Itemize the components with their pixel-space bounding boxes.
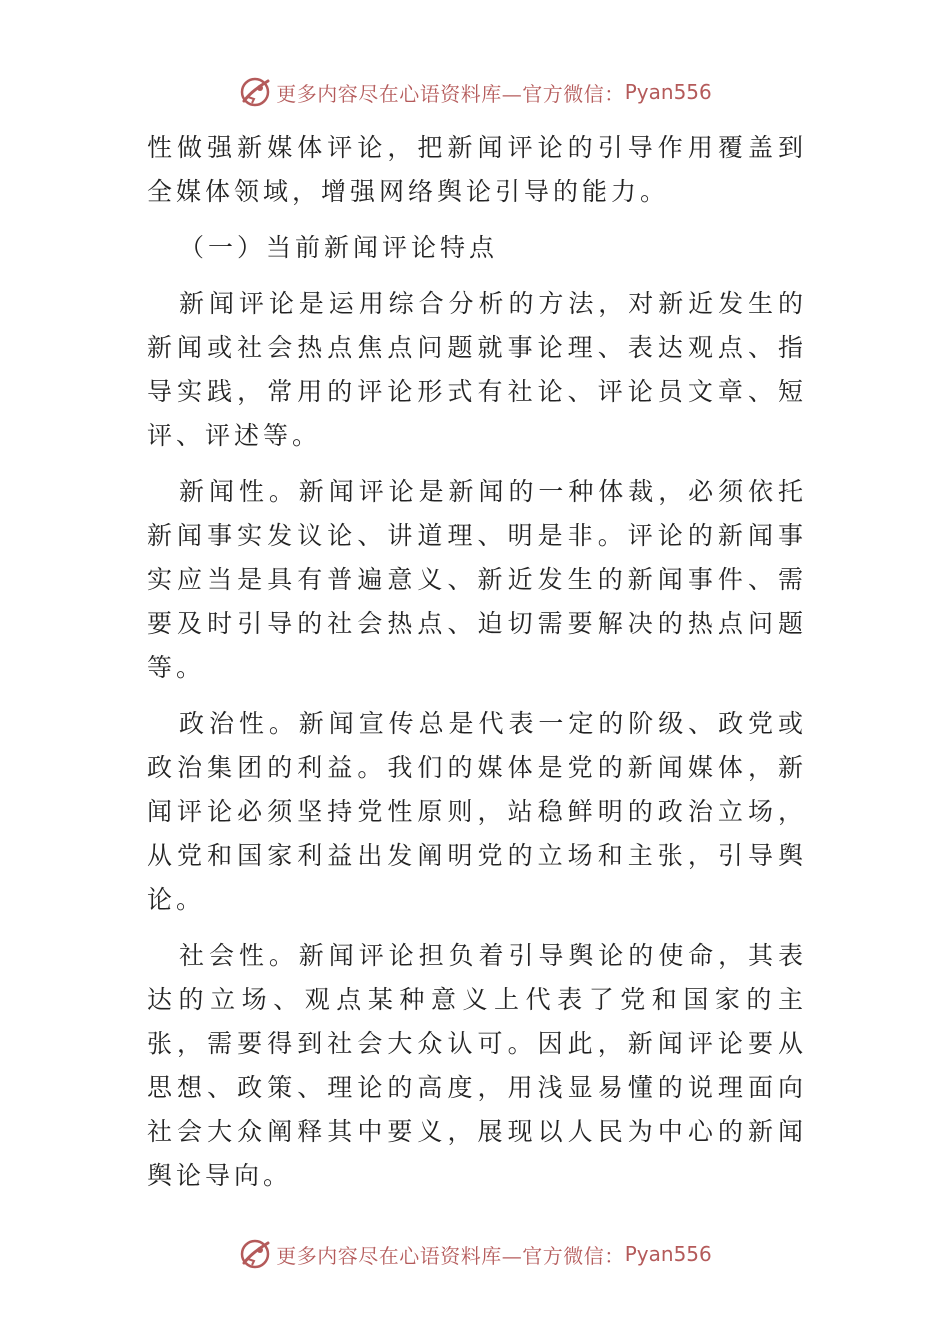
footer-banner: [0, 1234, 950, 1274]
paragraph-social-nature: 社会性。新闻评论担负着引导舆论的使命，其表达的立场、观点某种意义上代表了党和国家的主张，需要得到社会大众认可。因此，新闻评论要从思想、政策、理论的高度，用浅显易懂的说理面向社会大众阐释其中要义，展现以人民为中心的新闻舆论导向。: [147, 941, 807, 1190]
paragraph-continued: 性做强新媒体评论，把新闻评论的引导作用覆盖到全媒体领域，增强网络舆论引导的能力。: [147, 133, 807, 206]
banner-text: 更多内容尽在心语资料库—官方微信：: [276, 81, 625, 106]
paragraph-definition: 新闻评论是运用综合分析的方法，对新近发生的新闻或社会热点焦点问题就事论理、表达观点、指导实践，常用的评论形式有社论、评论员文章、短评、评述等。: [147, 289, 807, 450]
paragraph-political-nature: 政治性。新闻宣传总是代表一定的阶级、政党或政治集团的利益。我们的媒体是党的新闻媒体，新闻评论必须坚持党性原则，站稳鲜明的政治立场，从党和国家利益出发阐明党的立场和主张，引导舆论。: [147, 709, 807, 914]
paragraph-news-nature: 新闻性。新闻评论是新闻的一种体裁，必须依托新闻事实发议论、讲道理、明是非。评论的新闻事实应当是具有普遍意义、新近发生的新闻事件、需要及时引导的社会热点、迫切需要解决的热点问题等。: [147, 477, 807, 682]
document-body: [147, 126, 807, 1210]
header-banner: [0, 72, 950, 112]
banner-contact: Pyan556: [624, 1242, 712, 1266]
section-heading: （一）当前新闻评论特点: [179, 233, 499, 262]
logo-icon: [238, 75, 272, 109]
banner-contact: Pyan556: [624, 80, 712, 104]
logo-icon: [238, 1237, 272, 1271]
banner-text: 更多内容尽在心语资料库—官方微信：: [276, 1243, 625, 1268]
